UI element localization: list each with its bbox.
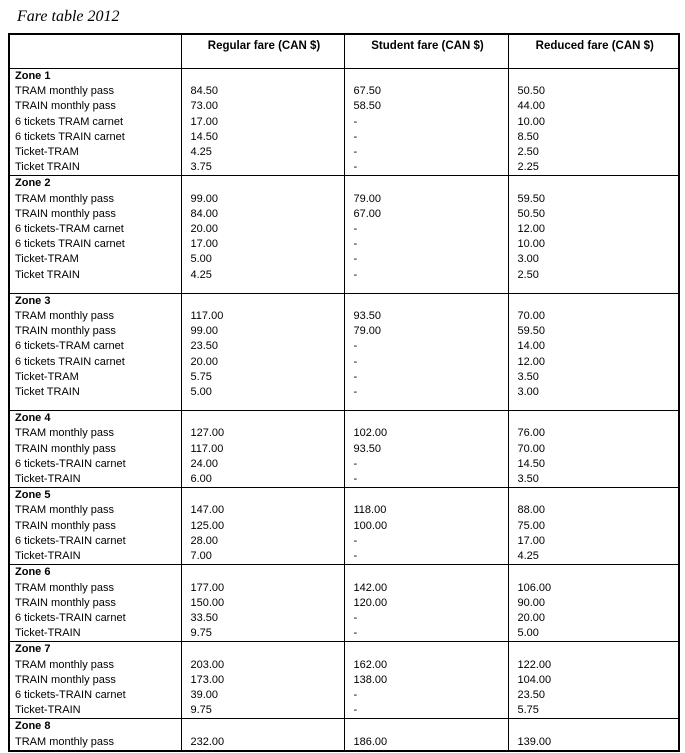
- fare-value: 93.50: [344, 442, 508, 457]
- fare-value: 3.75: [181, 160, 344, 176]
- fare-value: 2.50: [508, 268, 679, 294]
- fare-row: [9, 626, 679, 642]
- fare-value: 4.25: [181, 268, 344, 294]
- fare-value: 58.50: [344, 99, 508, 114]
- fare-row: [9, 549, 679, 565]
- fare-value: 90.00: [508, 596, 679, 611]
- fare-row: [9, 84, 679, 99]
- fare-value: 17.00: [508, 534, 679, 549]
- fare-value: 117.00: [181, 309, 344, 324]
- header-row: [9, 34, 679, 69]
- fare-value: 59.50: [508, 324, 679, 339]
- empty-cell: [344, 719, 508, 735]
- empty-cell: [508, 411, 679, 427]
- fare-value: -: [344, 534, 508, 549]
- zone-name: Zone 5: [15, 489, 51, 502]
- fare-row: [9, 519, 679, 534]
- fare-row: [9, 457, 679, 472]
- fare-value: 177.00: [181, 581, 344, 596]
- fare-value: 5.00: [508, 626, 679, 642]
- fare-value: 99.00: [181, 324, 344, 339]
- fare-value: -: [344, 339, 508, 354]
- fare-value: -: [344, 160, 508, 176]
- fare-label: 6 tickets-TRAM carnet: [15, 223, 124, 236]
- fare-value: 3.50: [508, 370, 679, 385]
- fare-value: 5.75: [508, 703, 679, 719]
- fare-value: 117.00: [181, 442, 344, 457]
- fare-value: -: [344, 355, 508, 370]
- fare-label: TRAIN monthly pass: [15, 673, 116, 686]
- fare-label: TRAIN monthly pass: [15, 100, 116, 113]
- fare-row: [9, 472, 679, 488]
- fare-value: 14.50: [508, 457, 679, 472]
- empty-cell: [508, 642, 679, 658]
- zone-header-row: [9, 293, 679, 309]
- fare-row: [9, 658, 679, 673]
- zone-group: [9, 176, 679, 293]
- fare-row: [9, 596, 679, 611]
- fare-row: [9, 252, 679, 267]
- empty-cell: [508, 176, 679, 192]
- zone-header-row: [9, 69, 679, 85]
- empty-cell: [181, 642, 344, 658]
- fare-row: [9, 355, 679, 370]
- fare-row: [9, 442, 679, 457]
- fare-label: TRAM monthly pass: [15, 504, 115, 517]
- fare-row: [9, 611, 679, 626]
- fare-value: 12.00: [508, 222, 679, 237]
- page-title: Fare table 2012: [17, 8, 120, 25]
- fare-value: 122.00: [508, 658, 679, 673]
- fare-value: -: [344, 703, 508, 719]
- fare-row: [9, 130, 679, 145]
- zone-name: Zone 6: [15, 566, 51, 579]
- fare-value: 20.00: [508, 611, 679, 626]
- fare-value: 7.00: [181, 549, 344, 565]
- fare-value: -: [344, 268, 508, 294]
- fare-value: -: [344, 237, 508, 252]
- fare-value: -: [344, 385, 508, 411]
- fare-value: 3.00: [508, 385, 679, 411]
- fare-value: 23.50: [181, 339, 344, 354]
- fare-value: 70.00: [508, 309, 679, 324]
- fare-value: 79.00: [344, 324, 508, 339]
- fare-value: 4.25: [508, 549, 679, 565]
- fare-label: Ticket-TRAM: [15, 146, 79, 159]
- empty-cell: [508, 719, 679, 735]
- zone-header-row: [9, 411, 679, 427]
- zone-group: [9, 719, 679, 751]
- fare-label: Ticket-TRAIN: [15, 704, 81, 717]
- fare-label: Ticket-TRAM: [15, 253, 79, 266]
- fare-row: [9, 673, 679, 688]
- fare-row: [9, 99, 679, 114]
- fare-row: [9, 145, 679, 160]
- fare-value: -: [344, 457, 508, 472]
- fare-row: [9, 534, 679, 549]
- fare-value: -: [344, 222, 508, 237]
- empty-cell: [181, 176, 344, 192]
- fare-value: 23.50: [508, 688, 679, 703]
- fare-label: TRAM monthly pass: [15, 310, 115, 323]
- fare-label: Ticket TRAIN: [15, 161, 80, 174]
- zone-name: Zone 1: [15, 70, 51, 82]
- fare-value: 127.00: [181, 426, 344, 441]
- fare-label: TRAIN monthly pass: [15, 325, 116, 338]
- fare-label: Ticket TRAIN: [15, 386, 80, 399]
- fare-row: [9, 581, 679, 596]
- fare-value: 14.00: [508, 339, 679, 354]
- fare-value: 3.50: [508, 472, 679, 488]
- fare-value: 5.00: [181, 385, 344, 411]
- column-header-student-fare: Student fare (CAN $): [344, 34, 508, 69]
- fare-label: 6 tickets TRAIN carnet: [15, 355, 125, 368]
- fare-label: TRAIN monthly pass: [15, 519, 116, 532]
- fare-value: 50.50: [508, 207, 679, 222]
- fare-row: [9, 192, 679, 207]
- fare-label: TRAM monthly pass: [15, 192, 115, 205]
- fare-value: 39.00: [181, 688, 344, 703]
- fare-value: -: [344, 549, 508, 565]
- column-header-blank: [9, 34, 181, 69]
- empty-cell: [344, 411, 508, 427]
- fare-label: 6 tickets TRAIN carnet: [15, 130, 125, 143]
- fare-label: TRAM monthly pass: [15, 658, 115, 671]
- fare-value: 17.00: [181, 237, 344, 252]
- zone-name: Zone 3: [15, 294, 51, 307]
- fare-value: 14.50: [181, 130, 344, 145]
- fare-value: 28.00: [181, 534, 344, 549]
- fare-value: 150.00: [181, 596, 344, 611]
- fare-value: -: [344, 472, 508, 488]
- fare-value: 138.00: [344, 673, 508, 688]
- fare-value: 67.00: [344, 207, 508, 222]
- fare-value: 9.75: [181, 703, 344, 719]
- fare-value: 67.50: [344, 84, 508, 99]
- table-header: [9, 34, 679, 69]
- fare-label: Ticket-TRAIN: [15, 473, 81, 486]
- fare-value: 20.00: [181, 355, 344, 370]
- empty-cell: [344, 176, 508, 192]
- zone-name: Zone 4: [15, 412, 51, 425]
- fare-value: 142.00: [344, 581, 508, 596]
- fare-label: TRAM monthly pass: [15, 427, 115, 440]
- fare-row: [9, 385, 679, 411]
- fare-row: [9, 222, 679, 237]
- fare-label: TRAM monthly pass: [15, 85, 115, 98]
- empty-cell: [344, 293, 508, 309]
- fare-value: 17.00: [181, 115, 344, 130]
- fare-row: [9, 309, 679, 324]
- zone-name: Zone 7: [15, 643, 51, 656]
- fare-value: 5.00: [181, 252, 344, 267]
- fare-value: 70.00: [508, 442, 679, 457]
- zone-name: Zone 2: [15, 177, 51, 190]
- fare-label: 6 tickets-TRAIN carnet: [15, 611, 126, 624]
- fare-label: TRAIN monthly pass: [15, 442, 116, 455]
- zone-header-row: [9, 488, 679, 504]
- empty-cell: [181, 488, 344, 504]
- fare-value: -: [344, 611, 508, 626]
- fare-value: -: [344, 145, 508, 160]
- fare-row: [9, 370, 679, 385]
- fare-row: [9, 735, 679, 751]
- fare-value: 33.50: [181, 611, 344, 626]
- zone-header-row: [9, 642, 679, 658]
- empty-cell: [508, 293, 679, 309]
- fare-value: 75.00: [508, 519, 679, 534]
- fare-value: 59.50: [508, 192, 679, 207]
- fare-label: Ticket TRAIN: [15, 268, 80, 281]
- empty-cell: [181, 293, 344, 309]
- fare-label: 6 tickets-TRAIN carnet: [15, 457, 126, 470]
- fare-label: Ticket-TRAIN: [15, 627, 81, 640]
- fare-value: 2.25: [508, 160, 679, 176]
- zone-header-row: [9, 565, 679, 581]
- fare-row: [9, 503, 679, 518]
- fare-value: 88.00: [508, 503, 679, 518]
- zone-header-row: [9, 719, 679, 735]
- fare-value: 10.00: [508, 237, 679, 252]
- empty-cell: [344, 565, 508, 581]
- fare-value: -: [344, 252, 508, 267]
- fare-value: 24.00: [181, 457, 344, 472]
- fare-value: -: [344, 115, 508, 130]
- zone-group: [9, 411, 679, 488]
- empty-cell: [181, 411, 344, 427]
- fare-value: 50.50: [508, 84, 679, 99]
- fare-row: [9, 268, 679, 294]
- fare-value: 173.00: [181, 673, 344, 688]
- fare-value: 147.00: [181, 503, 344, 518]
- zone-group: [9, 293, 679, 410]
- fare-value: 12.00: [508, 355, 679, 370]
- fare-value: 186.00: [344, 735, 508, 751]
- fare-row: [9, 339, 679, 354]
- zone-group: [9, 488, 679, 565]
- fare-value: 106.00: [508, 581, 679, 596]
- fare-row: [9, 703, 679, 719]
- fare-row: [9, 115, 679, 130]
- fare-value: 100.00: [344, 519, 508, 534]
- fare-label: 6 tickets TRAM carnet: [15, 115, 123, 128]
- empty-cell: [181, 565, 344, 581]
- fare-label: 6 tickets-TRAIN carnet: [15, 534, 126, 547]
- fare-value: 162.00: [344, 658, 508, 673]
- fare-value: 139.00: [508, 735, 679, 751]
- fare-value: -: [344, 370, 508, 385]
- fare-row: [9, 237, 679, 252]
- column-header-reduced-fare: Reduced fare (CAN $): [508, 34, 679, 69]
- zone-header-row: [9, 176, 679, 192]
- zone-group: [9, 642, 679, 719]
- fare-value: -: [344, 688, 508, 703]
- fare-table: [8, 33, 680, 752]
- fare-value: 84.50: [181, 84, 344, 99]
- fare-label: 6 tickets TRAIN carnet: [15, 238, 125, 251]
- zone-name: Zone 8: [15, 720, 51, 733]
- fare-value: 118.00: [344, 503, 508, 518]
- fare-value: 76.00: [508, 426, 679, 441]
- fare-value: 10.00: [508, 115, 679, 130]
- fare-value: 125.00: [181, 519, 344, 534]
- fare-row: [9, 324, 679, 339]
- fare-row: [9, 688, 679, 703]
- fare-value: 44.00: [508, 99, 679, 114]
- fare-value: 99.00: [181, 192, 344, 207]
- fare-value: 9.75: [181, 626, 344, 642]
- fare-label: TRAIN monthly pass: [15, 207, 116, 220]
- fare-label: TRAM monthly pass: [15, 581, 115, 594]
- fare-row: [9, 160, 679, 176]
- empty-cell: [181, 719, 344, 735]
- fare-row: [9, 426, 679, 441]
- fare-value: 232.00: [181, 735, 344, 751]
- zone-group: [9, 69, 679, 176]
- fare-row: [9, 207, 679, 222]
- fare-value: 79.00: [344, 192, 508, 207]
- fare-value: -: [344, 626, 508, 642]
- fare-label: TRAM monthly pass: [15, 735, 115, 748]
- fare-label: 6 tickets-TRAM carnet: [15, 340, 124, 353]
- fare-value: -: [344, 130, 508, 145]
- empty-cell: [344, 488, 508, 504]
- fare-value: 73.00: [181, 99, 344, 114]
- fare-value: 5.75: [181, 370, 344, 385]
- empty-cell: [344, 642, 508, 658]
- fare-value: 8.50: [508, 130, 679, 145]
- fare-value: 20.00: [181, 222, 344, 237]
- fare-value: 2.50: [508, 145, 679, 160]
- fare-value: 120.00: [344, 596, 508, 611]
- fare-label: TRAIN monthly pass: [15, 596, 116, 609]
- fare-label: Ticket-TRAIN: [15, 550, 81, 563]
- empty-cell: [181, 69, 344, 85]
- fare-value: 104.00: [508, 673, 679, 688]
- fare-value: 6.00: [181, 472, 344, 488]
- empty-cell: [508, 69, 679, 85]
- fare-value: 102.00: [344, 426, 508, 441]
- column-header-regular-fare: Regular fare (CAN $): [181, 34, 344, 69]
- fare-value: 3.00: [508, 252, 679, 267]
- zone-group: [9, 565, 679, 642]
- empty-cell: [508, 565, 679, 581]
- fare-value: 203.00: [181, 658, 344, 673]
- fare-value: 4.25: [181, 145, 344, 160]
- fare-value: 93.50: [344, 309, 508, 324]
- fare-value: 84.00: [181, 207, 344, 222]
- fare-label: Ticket-TRAM: [15, 370, 79, 383]
- empty-cell: [344, 69, 508, 85]
- empty-cell: [508, 488, 679, 504]
- fare-label: 6 tickets-TRAIN carnet: [15, 688, 126, 701]
